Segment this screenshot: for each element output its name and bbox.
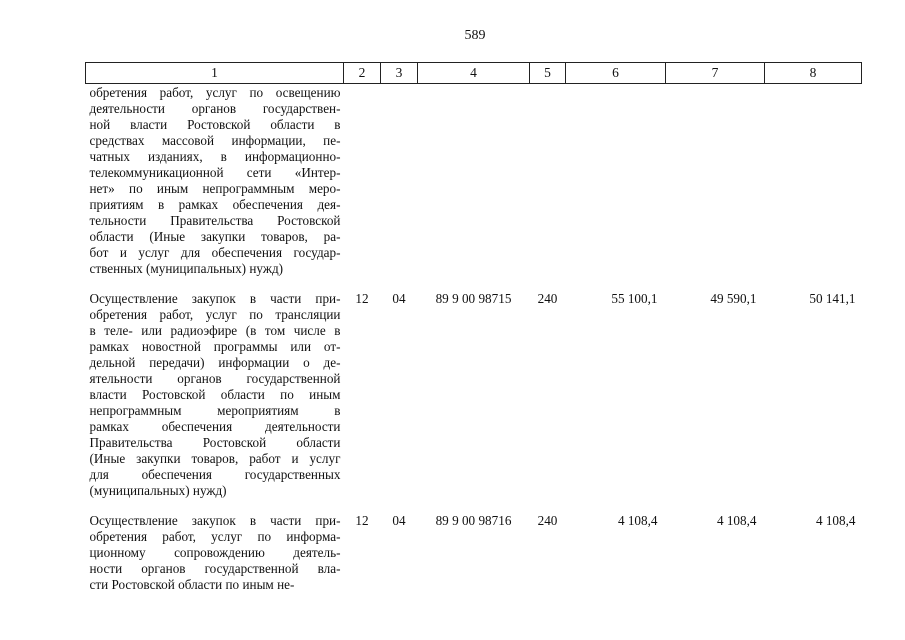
description-line: для обеспечения государственных: [89, 467, 341, 482]
header-row: [86, 63, 862, 84]
table-row: [86, 84, 862, 292]
target-article-code: 89 9 00 98715: [435, 291, 512, 306]
description-line: бот и услуг для обеспечения государ-: [89, 245, 341, 260]
amount-column-7: 4 108,4: [716, 513, 757, 528]
amount-column-8: [765, 84, 862, 292]
row-description: [86, 291, 344, 513]
description-line: обретения работ, услуг по освещению: [89, 85, 341, 100]
target-article-code: [418, 84, 530, 292]
amount-column-8: 4 108,4: [815, 513, 856, 528]
description-line: рамках обеспечения деятельности: [89, 419, 341, 434]
table-body: [86, 84, 862, 608]
amount-column-7: 49 590,1: [710, 291, 757, 306]
page-number: 589: [464, 28, 486, 43]
description-line: тельности Правительства Ростовской: [89, 213, 341, 228]
section-code: 12: [355, 291, 369, 306]
description-line: телекоммуникационной сети «Интер-: [89, 165, 341, 180]
section-code: 12: [355, 513, 369, 528]
subsection-code: [381, 84, 418, 292]
description-line: рамках новостной программы или от-: [89, 339, 341, 354]
description-line: ционному сопровождению деятель-: [89, 545, 341, 560]
description-line: непрограммным мероприятиям в: [89, 403, 341, 418]
row-description: [86, 513, 344, 607]
description-line: Осуществление закупок в части при-: [89, 513, 341, 528]
column-header-5: 5: [530, 63, 566, 84]
column-header-2: 2: [344, 63, 381, 84]
amount-column-6: 55 100,1: [611, 291, 658, 306]
amount-column-8: 50 141,1: [809, 291, 856, 306]
expense-type-code: [530, 84, 566, 292]
budget-table: [85, 62, 862, 607]
table-row: [86, 513, 862, 607]
description-line: ной власти Ростовской области в: [89, 117, 341, 132]
description-line: (Иные закупки товаров, работ и услуг: [89, 451, 341, 466]
description-line: ятельности органов государственной: [89, 371, 341, 386]
column-header-1: 1: [86, 63, 344, 84]
subsection-code: 04: [392, 291, 406, 306]
column-header-4: 4: [418, 63, 530, 84]
target-article-code: 89 9 00 98716: [435, 513, 512, 528]
section-code: [344, 84, 381, 292]
description-line: в теле- или радиоэфире (в том числе в: [89, 323, 341, 338]
description-line: обретения работ, услуг по информа-: [89, 529, 341, 544]
description-line: приятиям в рамках обеспечения дея-: [89, 197, 341, 212]
amount-column-7: [666, 84, 765, 292]
table-row: [86, 291, 862, 513]
description-line: деятельности органов государствен-: [89, 101, 341, 116]
description-line: области (Иные закупки товаров, ра-: [89, 229, 341, 244]
description-line: обретения работ, услуг по трансляции: [89, 307, 341, 322]
table-header: [86, 63, 862, 84]
description-line: власти Ростовской области по иным: [89, 387, 341, 402]
description-line: средствах массовой информации, пе-: [89, 133, 341, 148]
column-header-6: 6: [566, 63, 666, 84]
row-description: [86, 84, 344, 292]
description-line: ственных (муниципальных) нужд): [89, 261, 284, 276]
subsection-code: 04: [392, 513, 406, 528]
amount-column-6: 4 108,4: [617, 513, 658, 528]
column-header-8: 8: [765, 63, 862, 84]
description-line: Осуществление закупок в части при-: [89, 291, 341, 306]
description-line: ности органов государственной вла-: [89, 561, 341, 576]
description-line: сти Ростовской области по иным не-: [89, 577, 295, 592]
column-header-7: 7: [666, 63, 765, 84]
expense-type-code: 240: [537, 291, 558, 306]
expense-type-code: 240: [537, 513, 558, 528]
description-line: нет» по иным непрограммным меро-: [89, 181, 341, 196]
column-header-3: 3: [381, 63, 418, 84]
description-line: (муниципальных) нужд): [89, 483, 227, 498]
description-line: чатных изданиях, в информационно-: [89, 149, 341, 164]
amount-column-6: [566, 84, 666, 292]
description-line: дельной передачи) информации о де-: [89, 355, 341, 370]
description-line: Правительства Ростовской области: [89, 435, 341, 450]
